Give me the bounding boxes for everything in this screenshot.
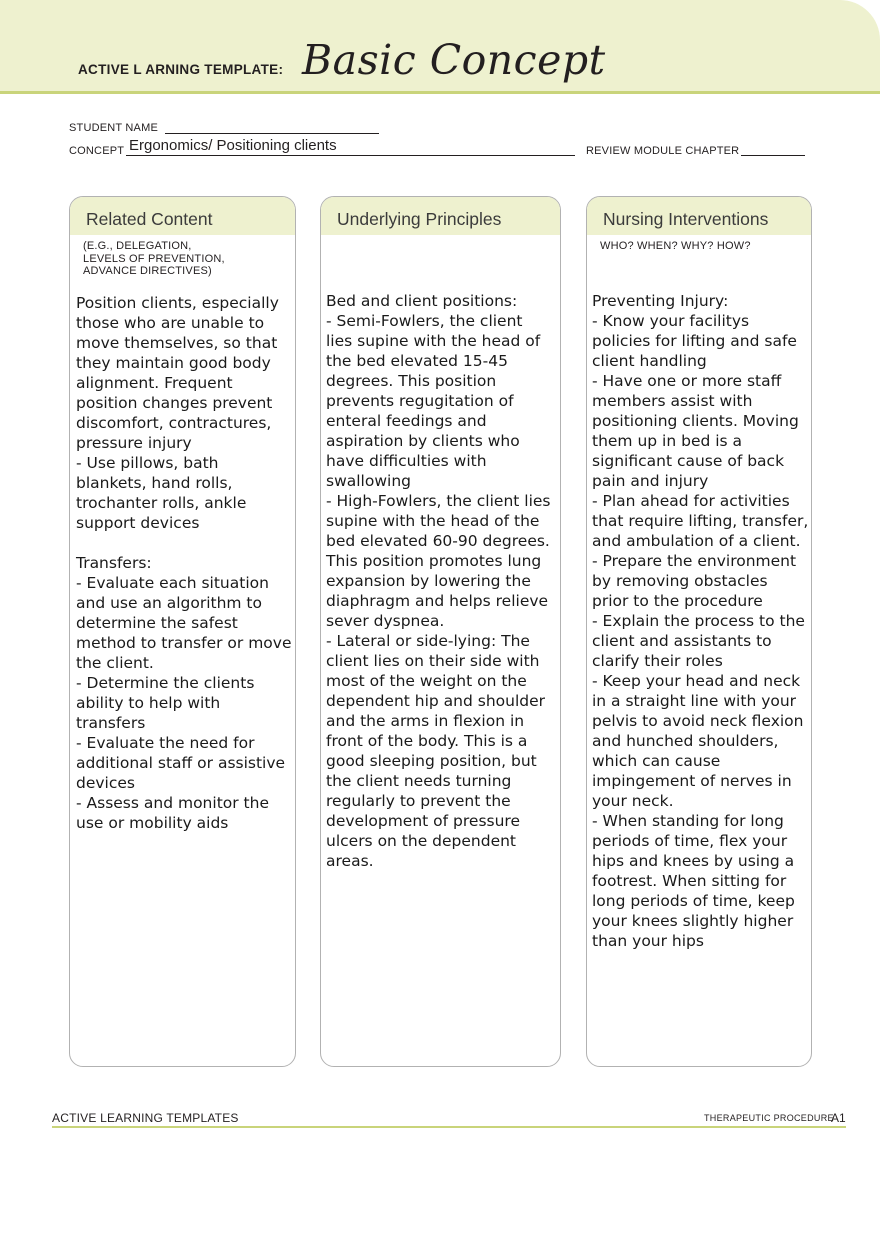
related-content-title: Related Content [70,197,295,235]
underlying-principles-title: Underlying Principles [321,197,560,235]
footer-title: ACTIVE LEARNING TEMPLATES [52,1111,239,1125]
student-name-label: STUDENT NAME [69,122,158,134]
related-content-subtitle: (E.G., DELEGATION, LEVELS OF PREVENTION, ADVANCE DIRECTIVES) [83,240,225,277]
review-module-field[interactable] [741,155,805,156]
template-label: ACTIVE L ARNING TEMPLATE: [78,62,284,77]
underlying-principles-body[interactable]: Bed and client positions: - Semi-Fowlers, the client lies supine with the head of the bed elevated 15-45 degrees. This position prevents regugitation of enteral feedings and aspiration by clients who have difficulties with swallowing - High-Fowlers, the client lies supine with the head of the bed elevated 60-90 degrees. This position promotes lung expansion by lowering the diaphragm and helps relieve sever dyspnea. - Lateral or side-lying: The client lies on their side with most of the weight on the dependent hip and shoulder and the arms in flexion in front of the body. This is a good sleeping position, but the client needs turning regularly to prevent the development of pressure ulcers on the dependent areas. [326,292,551,870]
nursing-interventions-subtitle: WHO? WHEN? WHY? HOW? [600,240,751,252]
concept-field[interactable] [126,155,575,156]
student-name-field[interactable] [165,133,379,134]
concept-label: CONCEPT [69,145,125,157]
review-module-label: REVIEW MODULE CHAPTER [586,145,740,157]
footer-divider [52,1126,846,1128]
nursing-interventions-title: Nursing Interventions [587,197,811,235]
concept-value: Ergonomics/ Positioning clients [129,137,337,154]
page-title: Basic Concept [302,36,606,84]
footer-section: THERAPEUTIC PROCEDURE [704,1113,834,1123]
nursing-interventions-body[interactable]: Preventing Injury: - Know your facilitys policies for lifting and safe client handling - Have one or more staff members assist with positioning clients. Moving them up in bed is a significant cause of back pain and injury - Plan ahead for activities that require lifting, transfer, and ambulation of a client. - Prepare the environment by removing obstacles prior to the procedure - Explain the process to the client and assistants to clarify their roles - Keep your head and neck in a straight line with your pelvis to avoid neck flexion and hunched shoulders, which can cause impingement of nerves in your neck. - When standing for long periods of time, flex your hips and knees by using a footrest. When sitting for long periods of time, keep your knees slightly higher than your hips [592,292,809,950]
related-content-body[interactable]: Position clients, especially those who are unable to move themselves, so that they maintain good body alignment. Frequent position changes prevent discomfort, contractures, pressure injury - Use pillows, bath blankets, hand rolls, trochanter rolls, ankle support devices Transfers: - Evaluate each situation and use an algorithm to determine the safest method to transfer or move the client. - Determine the clients ability to help with transfers - Evaluate the need for additional staff or assistive devices - Assess and monitor the use or mobility aids [76,294,292,832]
footer-page-code: A1 [831,1111,846,1125]
